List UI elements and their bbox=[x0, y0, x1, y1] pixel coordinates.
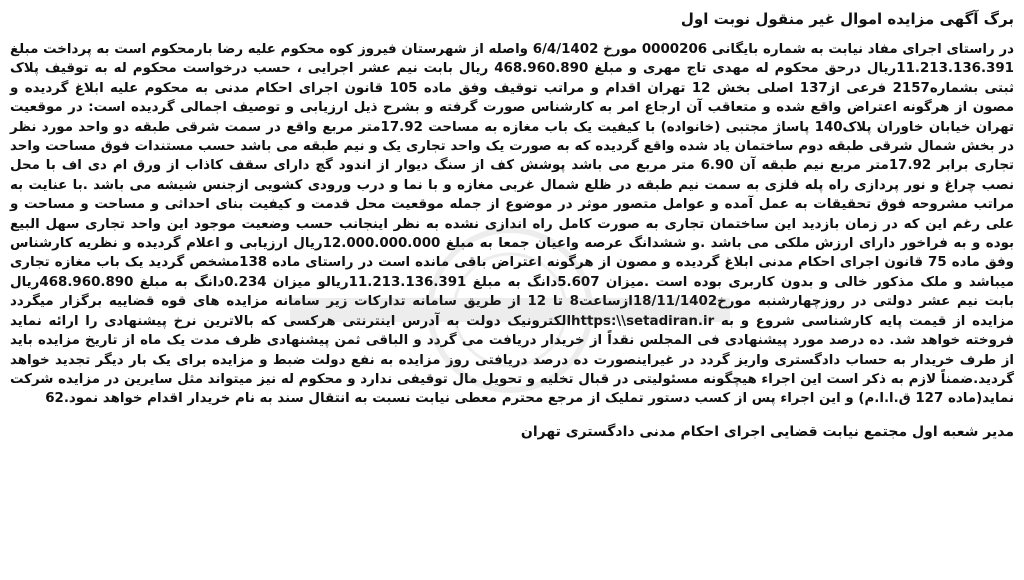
notice-body: در راستای اجرای مفاد نیابت به شماره بایگانی 0000206 مورخ 6/4/1402 واصله از شهرستان فیروز کوه محکوم علیه رضا بارمحکوم است به پرداخت مبلغ 11.213.136.391ریال درحق محکوم له مهدی تاج مهری و مبلغ 468.960.890 ریال بابت نیم عشر اجرایی ، حسب درخواست محکوم له به توقیف پلاک ثبتی بشماره2157 فرعی از137 اصلی بخش 12 تهران اقدام و مراتب توقیف وفق ماده 105 قانون اجرای احکام مدنی به محکوم علیه ابلاغ گردیده و مصون از هرگونه اعتراض واقع شده و متعاقب آن ارجاع امر به کارشناس صورت گرفته و بشرح ذیل ارزیابی و توصیف اجمالی گردیده است: در موقعیت تهران خیابان خاوران پلاک140 پاساژ مجتبی (خانواده) با کیفیت یک باب مغازه به مساحت 17.92متر مربع واقع در سمت شرقی طبقه دو واحد مورد نظر در بخش شمال شرقی طبقه دوم ساختمان یاد شده واقع گردیده که به صورت یک واحد تجاری یک و نیم طبقه می باشد حسب مستندات فوق مساحت واحد تجاری برابر 17.92متر مربع نیم طبقه آن 6.90 متر مربع می باشد پوشش کف از سنگ دیوار از اندود گچ دارای سقف کاذاب از ورق ام دی اف با محل نصب چراغ و نور پردازی راه پله فلزی به سمت نیم طبقه در ظلع شمال غربی مغازه و با نما و درب ورودی کشویی ازجنس شیشه می باشد .با عنایت به مراتب مشروحه فوق تحقیقات به عمل آمده و عوامل متصور موثر در موضوع از جمله موقعیت محل قدمت و کیفیت بنای احداثی و مساحت و مساحت و علی رغم این که در زمان بازدید این ساختمان تجاری به صورت کامل راه اندازی نشده به نظر اینجانب حسب وضعیت موجود این واحد تجاری سهل البیع بوده و به فراخور دارای ارزش ملکی می باشد .و ششدانگ عرصه واعیان جمعا به مبلغ 12.000.000.000ریال ارزیابی و اعلام گردیده و نظریه کارشناس وفق ماده 75 قانون اجرای احکام مدنی ابلاغ گردیده و مصون از هرگونه اعتراض باقی مانده است در راستای ماده 138مشخص گردید یک باب مغازه تجاری میباشد و ملک مذکور خالی و بدون کاربری بوده است .میزان 5.607دانگ به مبلغ 11.213.136.391ریالو میزان 0.234دانگ به مبلغ 468.960.890ریال بابت نیم عشر دولتی در روزچهارشنبه مورخ18/11/1402ازساعت8 تا 12 از طریق سامانه تدارکات زیر سامانه مزایده های قوه قضاییه برگزار میگردد مزایده از قیمت پایه کارشناسی شروع و به https:\\setadiran.irالکترونیک دولت به آدرس اینترنتی هرکسی که بالاترین نرخ پیشنهادی را ارائه نماید فروخته خواهد شد. ده درصد مورد پیشنهادی فی المجلس نقداً از خریدار دریافت می گردد و الباقی ثمن پیشنهادی ظرف مدت یک ماه از تاریخ مزایده باید از طرف خریدار به حساب دادگستری واریز گردد در غیراینصورت ده درصد دریافتی روز مزایده به نفع دولت ضبط و مزایده برای یک بار دیگر تجدید خواهد گردید.ضمناً لازم به ذکر است این اجراء هیچگونه مسئولیتی در قبال تخلیه و تحویل مال توقیفی ندارد و محکوم له نیز میتواند مثل سایرین در مزایده شرکت نماید(ماده 127 ق.ا.ا.م) و این اجراء پس از کسب دستور تملیک از مرجع محترم معطی نیابت نسبت به انتقال سند به نام خریدار اقدام خواهد نمود.62 bbox=[10, 42, 1015, 407]
notice-title: برگ آگهی مزایده اموال غیر منقول نوبت اول bbox=[680, 10, 1014, 28]
notice-signature: مدیر شعبه اول مجتمع نیابت قضایی اجرای احکام مدنی دادگستری تهران bbox=[520, 423, 1014, 440]
